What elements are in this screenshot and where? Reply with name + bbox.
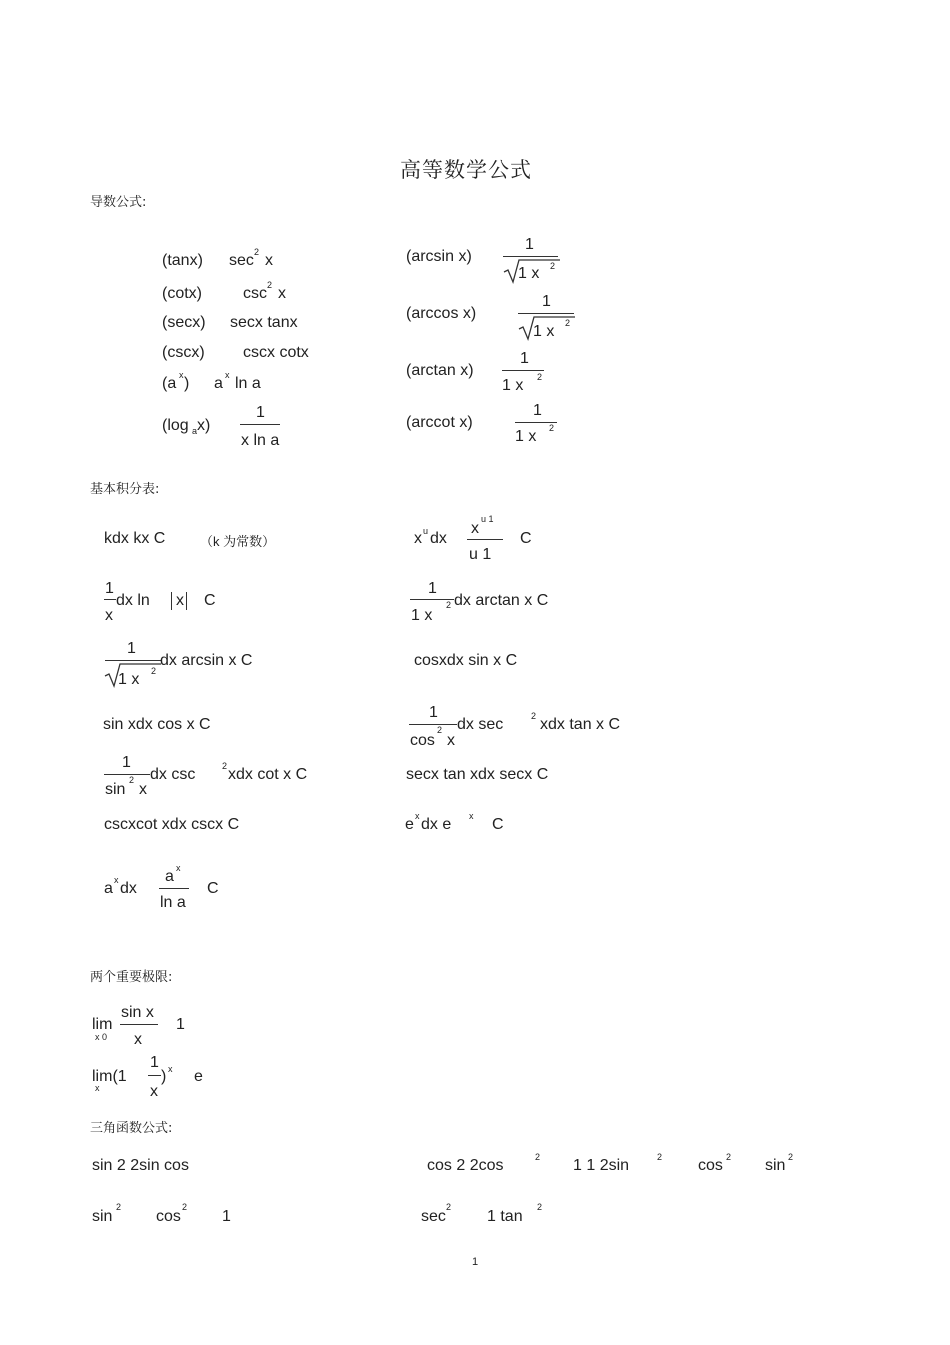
fraction-denominator: x bbox=[134, 1031, 142, 1048]
fraction-numerator: 1 bbox=[429, 704, 438, 721]
fraction-numerator: sin x bbox=[121, 1004, 154, 1021]
fraction-denominator: 1 x bbox=[515, 428, 537, 445]
formula-arcsin-left: (arcsin x) bbox=[406, 248, 472, 265]
formula-csc-right: cscx cotx bbox=[243, 344, 309, 361]
fraction-bar bbox=[240, 424, 280, 425]
trig-pyth-cos: cos bbox=[156, 1208, 181, 1225]
fraction-numerator: 1 bbox=[150, 1054, 159, 1071]
superscript: 2 bbox=[657, 1152, 663, 1162]
trig-cos2: cos 2 2cos bbox=[427, 1157, 504, 1174]
formula-arccot-left: (arccot x) bbox=[406, 414, 473, 431]
fraction-bar bbox=[159, 888, 189, 889]
formula-log-left-x: x) bbox=[197, 417, 211, 434]
formula-ax-right-ln: ln a bbox=[235, 375, 261, 392]
trig-cos2-d: sin bbox=[765, 1157, 786, 1174]
fraction-bar bbox=[120, 1024, 158, 1025]
page-title: 高等数学公式 bbox=[400, 158, 532, 182]
fraction-bar bbox=[503, 256, 558, 257]
fraction-numerator: 1 bbox=[542, 293, 551, 310]
superscript: 2 bbox=[267, 280, 273, 290]
fraction-denominator: sin bbox=[105, 781, 126, 798]
integral-ax-dx: dx bbox=[120, 880, 137, 897]
fraction-numerator: a bbox=[165, 868, 174, 885]
section-heading-derivatives: 导数公式: bbox=[90, 195, 147, 210]
formula-sec-right: secx tanx bbox=[230, 314, 298, 331]
superscript: 2 bbox=[565, 318, 571, 328]
limit-1-lim: lim bbox=[92, 1016, 113, 1033]
superscript: 2 bbox=[129, 775, 135, 785]
fraction-denominator: 1 x bbox=[518, 265, 540, 282]
integral-sec2-tail: xdx tan x C bbox=[540, 716, 621, 733]
limit-2-result: e bbox=[194, 1068, 203, 1085]
fraction-bar bbox=[518, 313, 574, 314]
superscript: x bbox=[415, 811, 420, 821]
fraction-bar bbox=[104, 599, 116, 600]
fraction-denominator-x: x bbox=[139, 781, 147, 798]
integral-inv: dx ln bbox=[116, 592, 150, 609]
trig-sin2: sin 2 2sin cos bbox=[92, 1157, 189, 1174]
superscript: x bbox=[176, 863, 181, 873]
integral-k: kdx kx C bbox=[104, 530, 166, 547]
formula-ax-right: a bbox=[214, 375, 223, 392]
superscript: 2 bbox=[254, 247, 260, 257]
formula-csc-left: (cscx) bbox=[162, 344, 205, 361]
limit-2-lim: lim(1 bbox=[92, 1068, 127, 1085]
fraction-numerator: 1 bbox=[525, 236, 534, 253]
trig-cos2-b: 1 1 2sin bbox=[573, 1157, 630, 1174]
subscript: a bbox=[192, 426, 198, 436]
fraction-bar bbox=[467, 539, 503, 540]
formula-cot-right-x: x bbox=[278, 285, 286, 302]
fraction-bar bbox=[502, 370, 544, 371]
superscript: 2 bbox=[537, 1202, 543, 1212]
fraction-numerator: 1 bbox=[520, 350, 529, 367]
trig-pyth-sin: sin bbox=[92, 1208, 113, 1225]
fraction-numerator: 1 bbox=[256, 404, 265, 421]
formula-sec-left: (secx) bbox=[162, 314, 206, 331]
trig-cos2-c: cos bbox=[698, 1157, 723, 1174]
fraction-denominator: x bbox=[150, 1083, 158, 1100]
superscript: 2 bbox=[116, 1202, 122, 1212]
fraction-bar bbox=[148, 1075, 161, 1076]
integral-ax: a bbox=[104, 880, 113, 897]
integral-ex-dx: dx e bbox=[421, 816, 452, 833]
superscript: x bbox=[225, 370, 230, 380]
fraction-denominator: 1 x bbox=[411, 607, 433, 624]
integral-ex-c: C bbox=[492, 816, 504, 833]
abs-bar-right bbox=[186, 592, 187, 610]
integral-csc2: dx csc bbox=[150, 766, 196, 783]
fraction-numerator: x bbox=[471, 520, 479, 537]
integral-ax-c: C bbox=[207, 880, 219, 897]
superscript: 2 bbox=[222, 761, 228, 771]
formula-tan-right-x: x bbox=[265, 252, 273, 269]
limit-1-result: 1 bbox=[176, 1016, 185, 1033]
limit-2-sub: x bbox=[95, 1083, 100, 1093]
page-number: 1 bbox=[472, 1256, 479, 1268]
fraction-numerator: 1 bbox=[533, 402, 542, 419]
superscript: x bbox=[179, 370, 184, 380]
integral-asin: dx arcsin x C bbox=[160, 652, 253, 669]
formula-arctan-left: (arctan x) bbox=[406, 362, 474, 379]
superscript: x bbox=[114, 875, 119, 885]
superscript: 2 bbox=[535, 1152, 541, 1162]
fraction-denominator: ln a bbox=[160, 894, 186, 911]
section-heading-trig: 三角函数公式: bbox=[90, 1121, 173, 1136]
formula-tan-left: (tanx) bbox=[162, 252, 203, 269]
section-heading-limits: 两个重要极限: bbox=[90, 970, 173, 985]
formula-log-left: (log bbox=[162, 417, 189, 434]
superscript: 2 bbox=[446, 1202, 452, 1212]
fraction-bar bbox=[104, 774, 150, 775]
formula-ax-left-paren: ) bbox=[184, 375, 190, 392]
integral-xu-dx: dx bbox=[430, 530, 447, 547]
trig-pyth-one: 1 bbox=[222, 1208, 231, 1225]
superscript: 2 bbox=[151, 666, 157, 676]
integral-inv-abs: x bbox=[176, 592, 184, 609]
fraction-denominator: u 1 bbox=[469, 546, 492, 563]
integral-sec2: dx sec bbox=[457, 716, 504, 733]
integral-xu-c: C bbox=[520, 530, 532, 547]
superscript: x bbox=[469, 811, 474, 821]
integral-sin: sin xdx cos x C bbox=[103, 716, 211, 733]
integral-csccot: cscxcot xdx cscx C bbox=[104, 816, 240, 833]
fraction-numerator: 1 bbox=[105, 580, 114, 597]
superscript: x bbox=[168, 1064, 173, 1074]
superscript: 2 bbox=[537, 372, 543, 382]
integral-ex: e bbox=[405, 816, 414, 833]
integral-cos: cosxdx sin x C bbox=[414, 652, 518, 669]
abs-bar-left bbox=[171, 592, 172, 610]
fraction-numerator: 1 bbox=[122, 754, 131, 771]
superscript: 2 bbox=[549, 423, 555, 433]
trig-sec2-rhs: 1 tan bbox=[487, 1208, 523, 1225]
fraction-bar bbox=[105, 660, 161, 661]
superscript: 2 bbox=[531, 711, 537, 721]
formula-arccos-left: (arccos x) bbox=[406, 305, 477, 322]
integral-inv-c: C bbox=[204, 592, 216, 609]
fraction-numerator: 1 bbox=[127, 640, 136, 657]
limit-2-paren: ) bbox=[161, 1068, 167, 1085]
limit-1-sub: x 0 bbox=[95, 1032, 108, 1042]
superscript: u 1 bbox=[481, 514, 494, 524]
integral-csc2-tail: xdx cot x C bbox=[228, 766, 308, 783]
superscript: 2 bbox=[437, 725, 443, 735]
fraction-denominator: 1 x bbox=[502, 377, 524, 394]
integral-xu: x bbox=[414, 530, 422, 547]
fraction-denominator-x: x bbox=[447, 732, 455, 749]
superscript: 2 bbox=[726, 1152, 732, 1162]
formula-ax-left: (a bbox=[162, 375, 177, 392]
fraction-numerator: 1 bbox=[428, 580, 437, 597]
superscript: 2 bbox=[446, 600, 452, 610]
formula-tan-right: sec bbox=[229, 252, 254, 269]
fraction-bar bbox=[409, 724, 457, 725]
section-heading-integrals: 基本积分表: bbox=[90, 482, 160, 497]
superscript: 2 bbox=[182, 1202, 188, 1212]
superscript: 2 bbox=[550, 261, 556, 271]
formula-cot-right: csc bbox=[243, 285, 267, 302]
fraction-denominator: 1 x bbox=[533, 323, 555, 340]
fraction-denominator: x ln a bbox=[241, 432, 280, 449]
integral-atan: dx arctan x C bbox=[454, 592, 549, 609]
superscript: 2 bbox=[788, 1152, 794, 1162]
fraction-denominator: 1 x bbox=[118, 671, 140, 688]
integral-sectan: secx tan xdx secx C bbox=[406, 766, 549, 783]
integral-k-note: （k 为常数） bbox=[200, 534, 276, 549]
formula-cot-left: (cotx) bbox=[162, 285, 202, 302]
fraction-denominator: cos bbox=[410, 732, 435, 749]
trig-sec2: sec bbox=[421, 1208, 446, 1225]
fraction-denominator: x bbox=[105, 607, 113, 624]
superscript: u bbox=[423, 526, 429, 536]
